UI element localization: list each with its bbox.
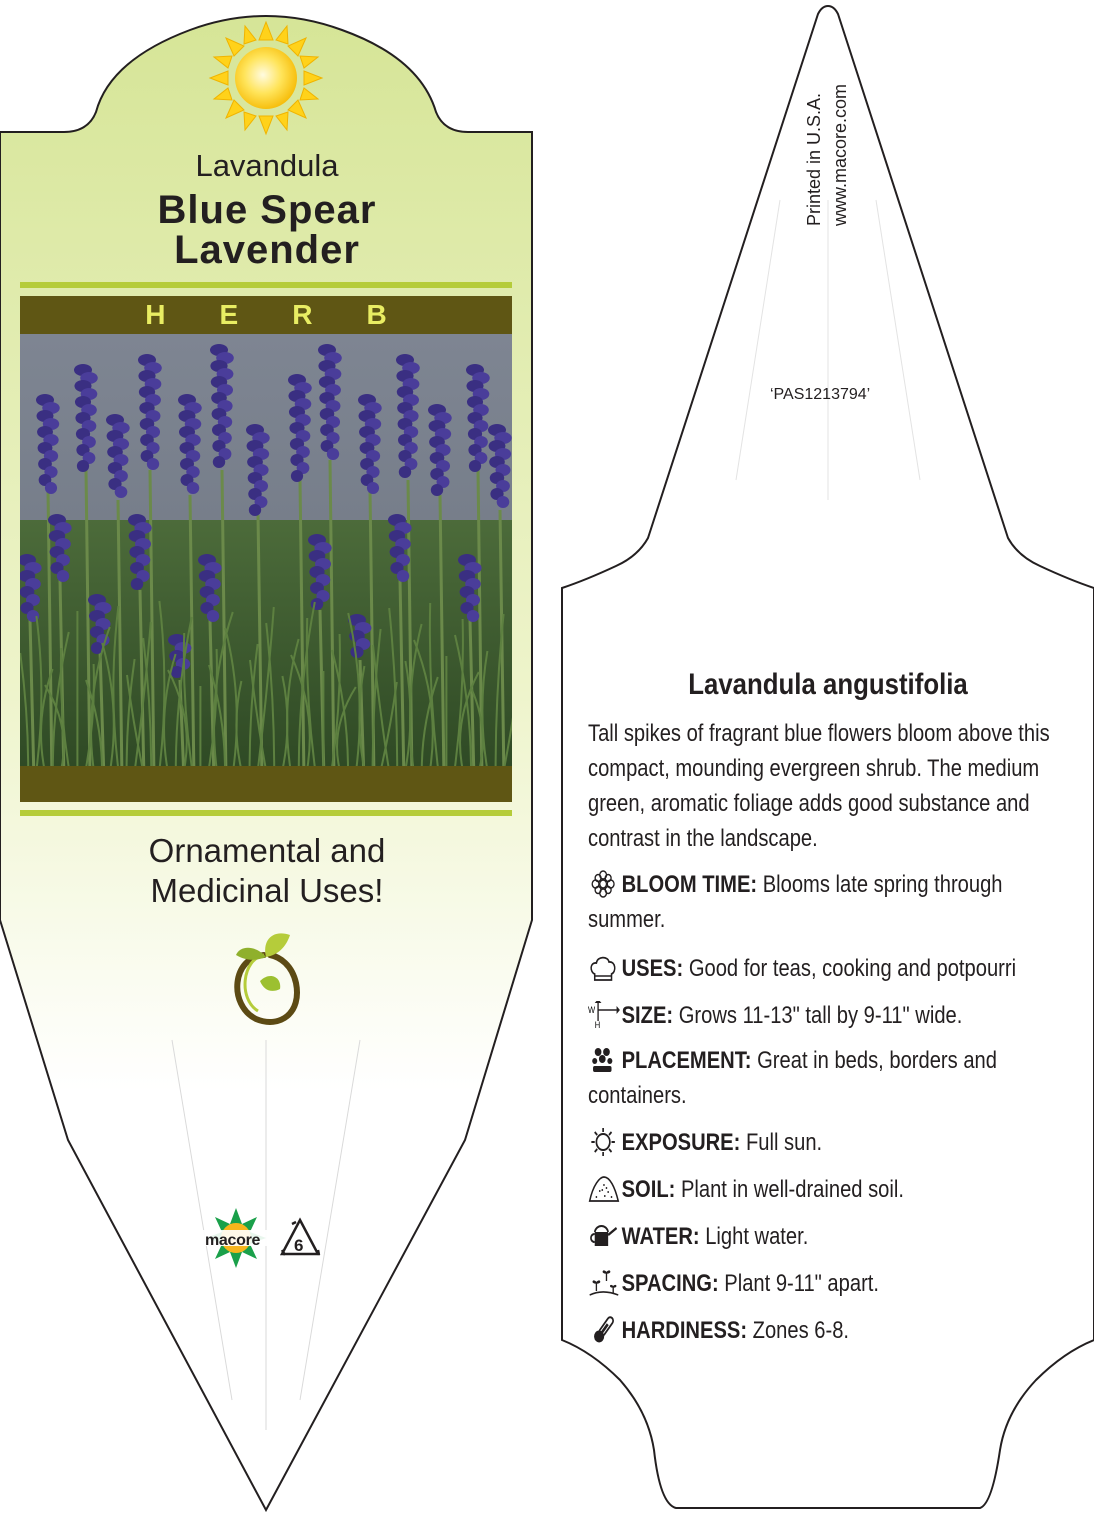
- category-label: [20, 296, 512, 334]
- patent-number: ‘PAS1213794’: [770, 386, 871, 403]
- care-attribute-label: PLACEMENT:: [621, 1047, 752, 1074]
- care-attribute-value: Light water.: [699, 1223, 809, 1250]
- brand-name: macore: [205, 1232, 261, 1249]
- category-letter: B: [366, 299, 387, 330]
- chef-hat-icon: [588, 955, 622, 982]
- category-letter: E: [219, 299, 239, 330]
- care-attribute: [588, 951, 1058, 986]
- watering-can-icon: [588, 1223, 622, 1250]
- care-attribute: [588, 1172, 1058, 1207]
- care-attribute: [588, 867, 1058, 937]
- care-attribute-label: USES:: [621, 955, 684, 982]
- size-arrows-icon: [588, 1002, 622, 1029]
- care-attribute-value: Plant in well-drained soil.: [675, 1176, 904, 1203]
- care-attribute: [588, 1219, 1058, 1254]
- care-attribute: [588, 1266, 1058, 1301]
- svg-text:H: H: [594, 1019, 601, 1029]
- category-letter: R: [292, 299, 313, 330]
- care-attribute-value: Zones 6-8.: [747, 1317, 850, 1344]
- recycle-code: 6: [294, 1236, 304, 1255]
- lavender-photo: [4, 334, 520, 780]
- soil-mound-icon: [588, 1176, 622, 1203]
- front-genus: Lavandula: [195, 148, 339, 183]
- care-attribute-label: EXPOSURE:: [621, 1129, 741, 1156]
- care-attribute-label: SOIL:: [621, 1176, 676, 1203]
- placement-plants-icon: [588, 1047, 622, 1074]
- seedlings-icon: [588, 1270, 622, 1297]
- care-attribute-value: Grows 11-13" tall by 9-11" wide.: [673, 1002, 963, 1029]
- website: www.macore.com: [830, 83, 850, 226]
- care-attribute: [588, 1125, 1058, 1160]
- botanical-name: Lavandula angustifolia: [688, 668, 968, 701]
- thermometer-icon: [588, 1317, 622, 1344]
- plant-description: Tall spikes of fragrant blue flowers bloom above this compact, mounding evergreen shrub. The medium green, aromatic foliage adds good substance and contrast in the landscape.: [588, 720, 1050, 852]
- printed-in: Printed in U.S.A.: [804, 92, 824, 226]
- category-letter: H: [145, 299, 166, 330]
- front-common-name-line1: Blue Spear: [157, 188, 377, 232]
- care-attribute-value: Plant 9-11" apart.: [718, 1270, 879, 1297]
- care-attribute-value: Full sun.: [740, 1129, 823, 1156]
- uses-headline-line1: Ornamental and: [148, 832, 386, 869]
- care-attribute: [588, 998, 1058, 1033]
- care-attribute-label: WATER:: [621, 1223, 700, 1250]
- sun-outline-icon: [588, 1129, 622, 1156]
- care-attribute-label: BLOOM TIME:: [621, 871, 758, 898]
- care-attribute: [588, 1043, 1058, 1113]
- flower-icon: [588, 871, 622, 898]
- care-attribute-value: Good for teas, cooking and potpourri: [683, 955, 1017, 982]
- front-common-name-line2: Lavender: [174, 228, 360, 272]
- care-attribute-label: SIZE:: [621, 1002, 674, 1029]
- care-attribute: [588, 1313, 1058, 1348]
- care-attribute-label: SPACING:: [621, 1270, 719, 1297]
- sun-icon: [210, 22, 322, 134]
- care-attribute-label: HARDINESS:: [621, 1317, 748, 1344]
- svg-text:W: W: [588, 1004, 596, 1016]
- care-attribute-value: Great in beds, borders and containers.: [588, 1047, 997, 1109]
- care-attribute-value: Blooms late spring through summer.: [588, 871, 1003, 933]
- uses-headline-line2: Medicinal Uses!: [150, 872, 384, 909]
